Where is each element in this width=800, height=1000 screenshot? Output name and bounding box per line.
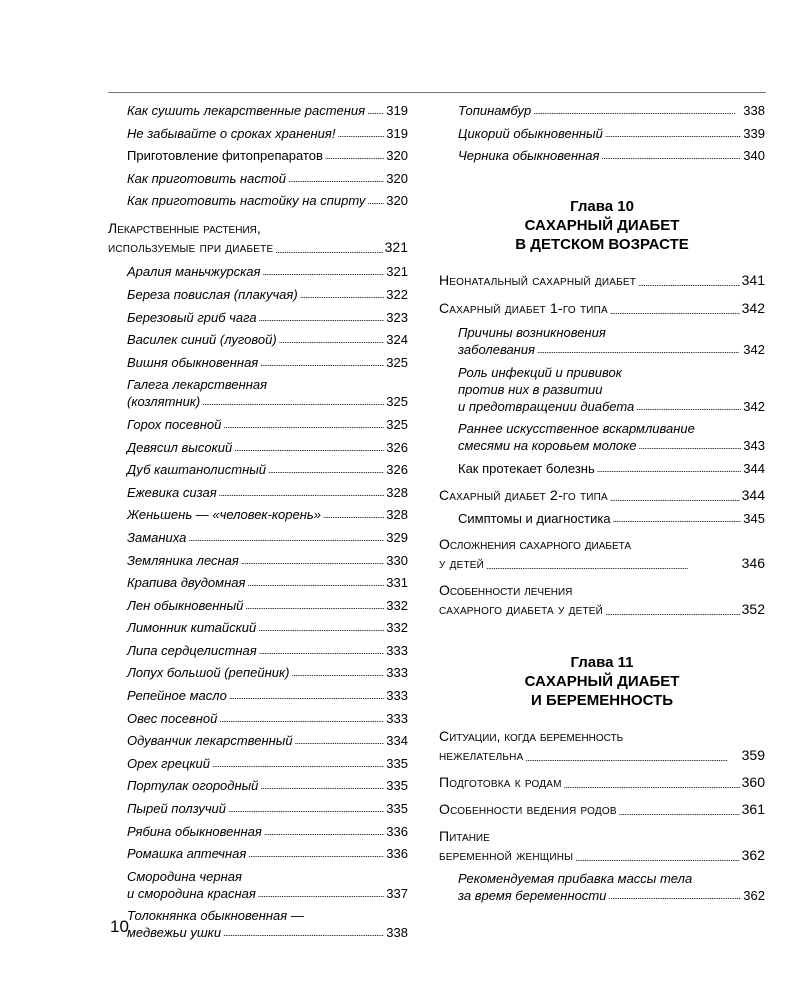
toc-entry: Топинамбур . . . 338 [439, 102, 765, 119]
toc-entry: Приготовление фитопрепаратов . . . 320 [108, 147, 408, 164]
toc-entry: Галега лекарственная (козлятник) . . . 325 [108, 376, 408, 410]
toc-entry: Причины возникновения заболевания . . . 342 [439, 324, 765, 358]
toc-entry: Крапива двудомная . . . 331 [108, 574, 408, 591]
toc-section-heading: Сахарный диабет 2-го типа . . . 344 [439, 486, 765, 505]
toc-entry: Одуванчик лекарственный . . . 334 [108, 732, 408, 749]
toc-section-heading: Ситуации, когда беременность нежелательна . . . 359 [439, 727, 765, 765]
chapter-heading: Глава 11 САХАРНЫЙ ДИАБЕТ И БЕРЕМЕННОСТЬ [524, 653, 680, 709]
toc-entry: Ромашка аптечная . . . 336 [108, 845, 408, 862]
toc-entry: Цикорий обыкновенный . . . 339 [439, 125, 765, 142]
toc-entry: Как приготовить настой . . . 320 [108, 170, 408, 187]
toc-entry: Смородина черная и смородина красная . . . 337 [108, 868, 408, 902]
toc-left-column [108, 102, 408, 947]
toc-entry: Дуб каштанолистный . . . 326 [108, 461, 408, 478]
toc-entry: Как сушить лекарственные растения . . . 319 [108, 102, 408, 119]
toc-entry: Заманиха . . . 329 [108, 529, 408, 546]
toc-section-heading: Подготовка к родам . . . 360 [439, 773, 765, 792]
toc-entry: Репейное масло . . . 333 [108, 687, 408, 704]
toc-entry: Раннее искусственное вскармливание смесями на коровьем молоке . . . 343 [439, 420, 765, 454]
toc-section-heading: Лекарственные растения, используемые при диабете . . . 321 [108, 219, 408, 257]
toc-entry: Василек синий (луговой) . . . 324 [108, 331, 408, 348]
toc-entry: Черника обыкновенная . . . 340 [439, 147, 765, 164]
toc-entry: Рябина обыкновенная . . . 336 [108, 823, 408, 840]
toc-section-heading: Осложнения сахарного диабета у детей . . . 346 [439, 535, 765, 573]
toc-entry: Березовый гриб чага . . . 323 [108, 309, 408, 326]
toc-entry: Аралия маньчжурская . . . 321 [108, 263, 408, 280]
toc-entry: Овес посевной . . . 333 [108, 710, 408, 727]
toc-entry: Симптомы и диагностика . . . 345 [439, 510, 765, 527]
page-number: 10 [110, 917, 129, 936]
toc-right-column [439, 102, 765, 910]
toc-section-heading: Сахарный диабет 1-го типа . . . 342 [439, 299, 765, 318]
toc-entry: Женьшень — «человек-корень» . . . 328 [108, 506, 408, 523]
toc-entry: Толокнянка обыкновенная — медвежьи ушки . . . 338 [108, 907, 408, 941]
toc-entry: Береза повислая (плакучая) . . . 322 [108, 286, 408, 303]
toc-entry: Как протекает болезнь . . . 344 [439, 460, 765, 477]
toc-section-heading: Особенности лечения сахарного диабета у детей . . . 352 [439, 581, 765, 619]
toc-entry: Роль инфекций и прививок против них в развитии и предотвращении диабета . . . 342 [439, 364, 765, 415]
toc-entry: Орех грецкий . . . 335 [108, 755, 408, 772]
top-rule [108, 92, 766, 93]
toc-entry: Липа сердцелистная . . . 333 [108, 642, 408, 659]
toc-entry: Пырей ползучий . . . 335 [108, 800, 408, 817]
toc-section-heading: Неонатальный сахарный диабет . . . 341 [439, 271, 765, 290]
toc-entry: Лимонник китайский . . . 332 [108, 619, 408, 636]
toc-entry: Вишня обыкновенная . . . 325 [108, 354, 408, 371]
toc-section-heading: Питание беременной женщины . . . 362 [439, 827, 765, 865]
toc-entry: Ежевика сизая . . . 328 [108, 484, 408, 501]
toc-entry: Портулак огородный . . . 335 [108, 777, 408, 794]
toc-entry: Не забывайте о сроках хранения! . . . 319 [108, 125, 408, 142]
toc-entry: Земляника лесная . . . 330 [108, 552, 408, 569]
toc-entry: Лен обыкновенный . . . 332 [108, 597, 408, 614]
toc-entry: Как приготовить настойку на спирту . . . 320 [108, 192, 408, 209]
toc-section-heading: Особенности ведения родов . . . 361 [439, 800, 765, 819]
chapter-heading: Глава 10 САХАРНЫЙ ДИАБЕТ В ДЕТСКОМ ВОЗРАСТЕ [515, 198, 689, 254]
toc-entry: Лопух большой (репейник) . . . 333 [108, 664, 408, 681]
toc-entry: Рекомендуемая прибавка массы тела за время беременности . . . 362 [439, 870, 765, 904]
toc-entry: Горох посевной . . . 325 [108, 416, 408, 433]
toc-entry: Девясил высокий . . . 326 [108, 439, 408, 456]
